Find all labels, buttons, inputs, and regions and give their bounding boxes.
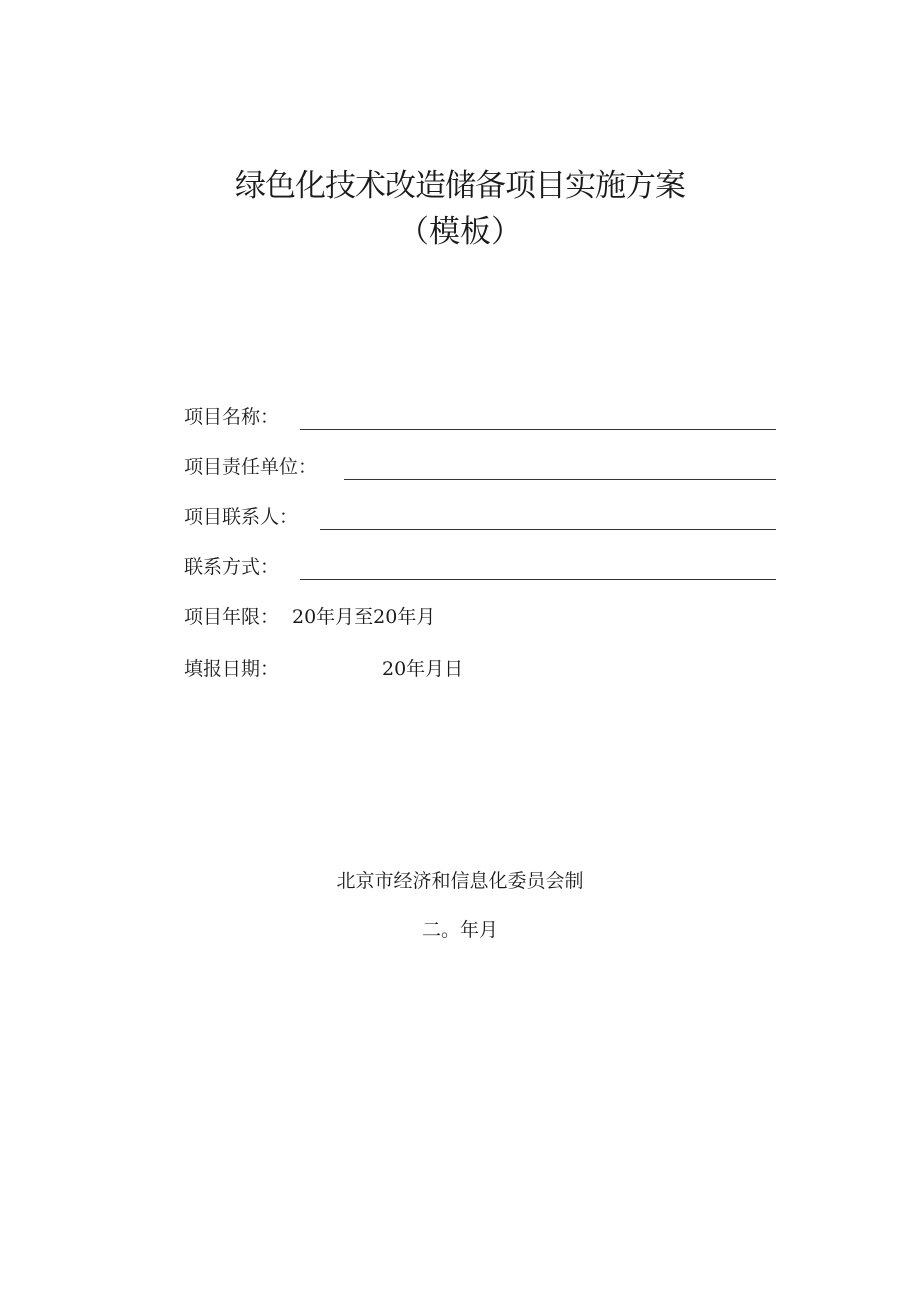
contact-method-field[interactable] bbox=[300, 579, 776, 580]
contact-method-label: 联系方式： bbox=[184, 556, 280, 578]
issuer-text: 北京市经济和信息化委员会制 bbox=[336, 870, 584, 892]
project-duration-label: 项目年限： bbox=[184, 606, 280, 628]
project-name-field[interactable] bbox=[300, 429, 776, 430]
contact-method-row bbox=[184, 552, 776, 582]
fill-date-label: 填报日期： bbox=[184, 658, 280, 680]
document-title-block bbox=[0, 166, 920, 252]
fill-date-row bbox=[184, 654, 776, 684]
contact-person-label: 项目联系人： bbox=[184, 506, 299, 528]
contact-person-field[interactable] bbox=[320, 529, 776, 530]
document-title: 绿色化技术改造储备项目实施方案 bbox=[235, 168, 685, 204]
project-name-label: 项目名称： bbox=[184, 406, 280, 428]
responsible-unit-row bbox=[184, 452, 776, 482]
responsible-unit-label: 项目责任单位： bbox=[184, 456, 318, 478]
project-name-row bbox=[184, 402, 776, 432]
contact-person-row bbox=[184, 502, 776, 532]
responsible-unit-field[interactable] bbox=[344, 479, 776, 480]
document-subtitle: （模板） bbox=[398, 214, 522, 250]
footer-date: 二。年月 bbox=[421, 919, 498, 941]
fill-date-value: 20年月日 bbox=[382, 658, 464, 680]
project-duration-row bbox=[184, 602, 776, 632]
project-duration-value: 20年月至20年月 bbox=[292, 606, 436, 628]
